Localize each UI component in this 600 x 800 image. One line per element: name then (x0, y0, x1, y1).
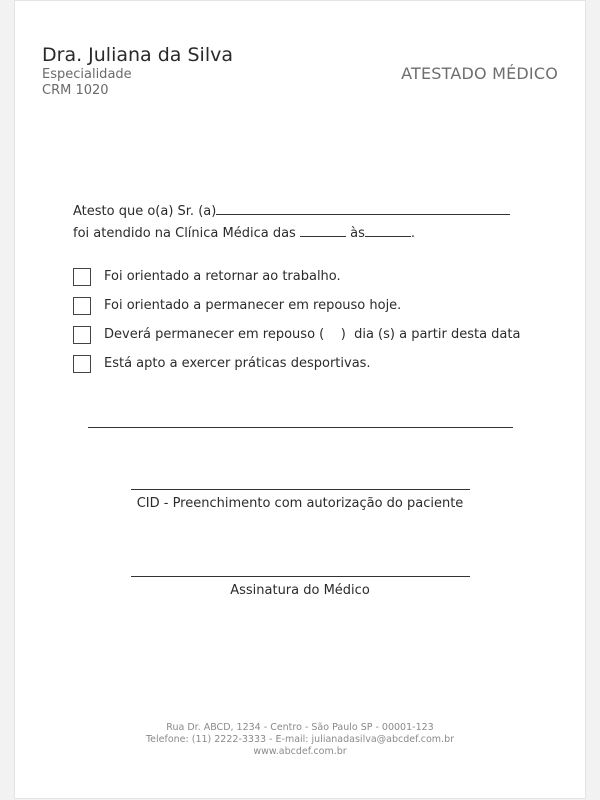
option-label: Foi orientado a permanecer em repouso hoje. (104, 298, 402, 313)
document-sheet (14, 0, 586, 799)
attendance-line-end: . (410, 226, 415, 241)
footer-contact: Telefone: (11) 2222-3333 - E-mail: julianadasilva@abcdef.com.br (145, 734, 455, 745)
footer-address: Rua Dr. ABCD, 1234 - Centro - São Paulo SP - 00001-123 (166, 722, 434, 733)
option-checkbox[interactable] (73, 355, 91, 373)
option-label: Está apto a exercer práticas desportivas. (104, 356, 371, 371)
attendance-line (73, 224, 415, 241)
option-label: Foi orientado a retornar ao trabalho. (104, 269, 341, 284)
doctor-signature-line[interactable] (131, 576, 470, 577)
doctor-specialty: Especialidade (42, 67, 132, 82)
patient-line (73, 202, 510, 219)
option-checkbox[interactable] (73, 268, 91, 286)
doctor-signature-label: Assinatura do Médico (230, 583, 370, 598)
end-time-blank[interactable] (365, 224, 411, 237)
option-checkbox[interactable] (73, 326, 91, 344)
start-time-blank[interactable] (300, 224, 346, 237)
cid-signature-line[interactable] (131, 489, 470, 490)
document-title: ATESTADO MÉDICO (401, 64, 558, 83)
doctor-crm: CRM 1020 (42, 83, 109, 98)
footer-website: www.abcdef.com.br (253, 746, 347, 757)
attendance-line-middle: às (350, 226, 365, 241)
doctor-name: Dra. Juliana da Silva (42, 44, 233, 66)
patient-name-blank[interactable] (216, 202, 510, 215)
cid-label: CID - Preenchimento com autorização do paciente (136, 496, 464, 511)
option-checkbox[interactable] (73, 297, 91, 315)
free-text-line[interactable] (88, 427, 513, 428)
option-label: Deverá permanecer em repouso ( ) dia (s) a partir desta data (104, 327, 521, 342)
attendance-line-text: foi atendido na Clínica Médica das (73, 226, 296, 241)
patient-line-text: Atesto que o(a) Sr. (a) (73, 204, 217, 219)
